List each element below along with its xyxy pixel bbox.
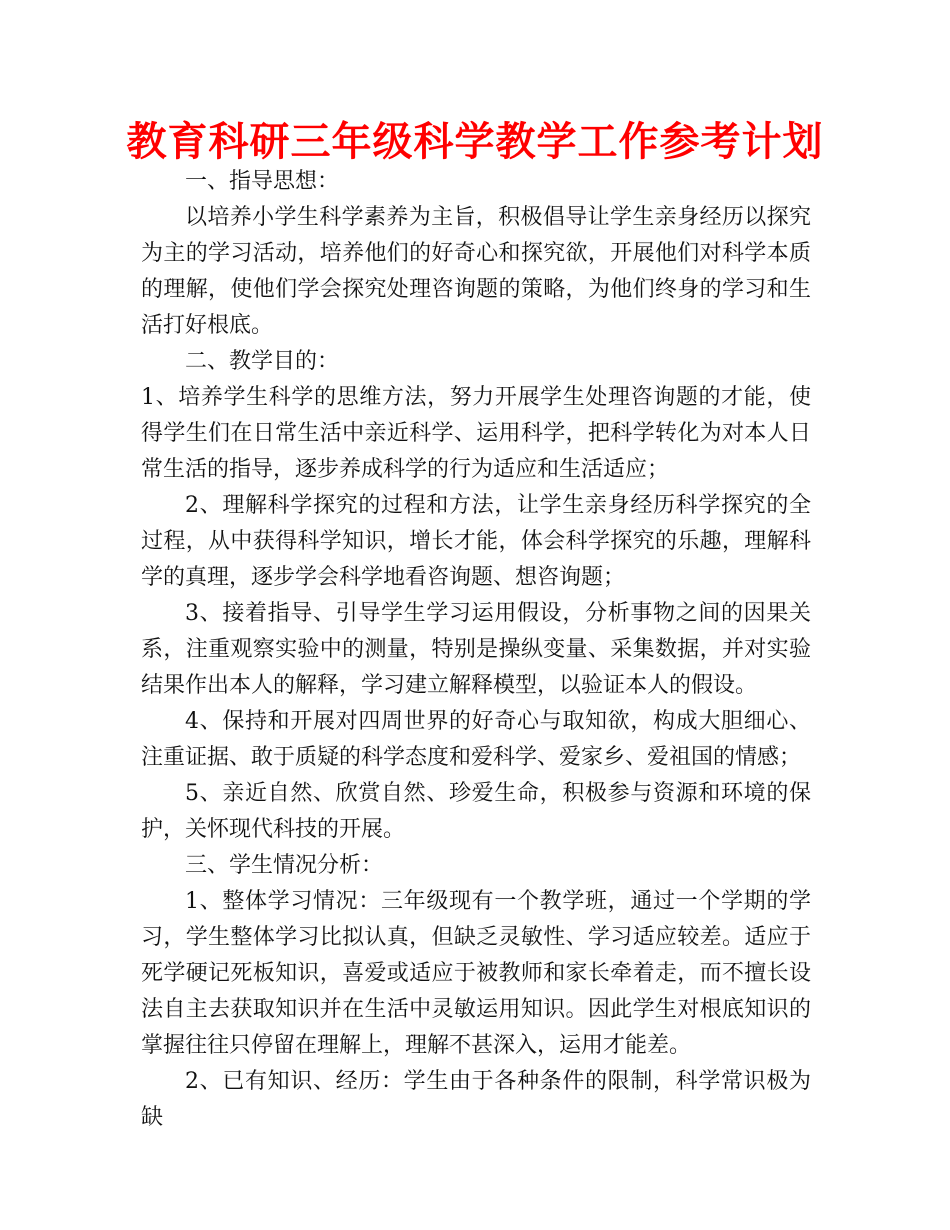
section-heading-student-analysis: 三、学生情况分析：: [185, 853, 384, 878]
document-title: 教育科研三年级科学教学工作参考计划: [126, 119, 824, 165]
section-heading-guiding-ideology: 一、指导思想：: [185, 169, 340, 194]
paragraph-analysis-1: 1、整体学习情况：三年级现有一个教学班，通过一个学期的学习，学生整体学习比拟认真，但缺乏灵敏性、学习适应较差。适应于死学硬记死板知识，喜爱或适应于被教师和家长牵着走，而不擅长设法自主去获取知识并在生活中灵敏运用知识。因此学生对根底知识的掌握往往只停留在理解上，理解不甚深入，运用才能差。: [141, 889, 811, 1058]
document-body: [141, 164, 811, 1136]
section-heading-teaching-goals: 二、教学目的：: [185, 349, 340, 374]
paragraph-guiding-ideology: 以培养小学生科学素养为主旨，积极倡导让学生亲身经历以探究为主的学习活动，培养他们的好奇心和探究欲，开展他们对科学本质的理解，使他们学会探究处理咨询题的策略，为他们终身的学习和生活打好根底。: [141, 205, 811, 338]
paragraph-analysis-2: 2、已有知识、经历：学生由于各种条件的限制，科学常识极为缺: [141, 1069, 811, 1130]
paragraph-goal-2: 2、理解科学探究的过程和方法，让学生亲身经历科学探究的全过程，从中获得科学知识，增长才能，体会科学探究的乐趣，理解科学的真理，逐步学会科学地看咨询题、想咨询题；: [141, 493, 811, 590]
paragraph-goal-3: 3、接着指导、引导学生学习运用假设，分析事物之间的因果关系，注重观察实验中的测量，特别是操纵变量、采集数据，并对实验结果作出本人的解释，学习建立解释模型，以验证本人的假设。: [141, 601, 811, 698]
paragraph-goal-1: 1、培养学生科学的思维方法，努力开展学生处理咨询题的才能，使得学生们在日常生活中亲近科学、运用科学，把科学转化为对本人日常生活的指导，逐步养成科学的行为适应和生活适应；: [141, 385, 811, 482]
paragraph-goal-5: 5、亲近自然、欣赏自然、珍爱生命，积极参与资源和环境的保护，关怀现代科技的开展。: [141, 781, 811, 842]
paragraph-goal-4: 4、保持和开展对四周世界的好奇心与取知欲，构成大胆细心、注重证据、敢于质疑的科学态度和爱科学、爱家乡、爱祖国的情感；: [141, 709, 811, 770]
